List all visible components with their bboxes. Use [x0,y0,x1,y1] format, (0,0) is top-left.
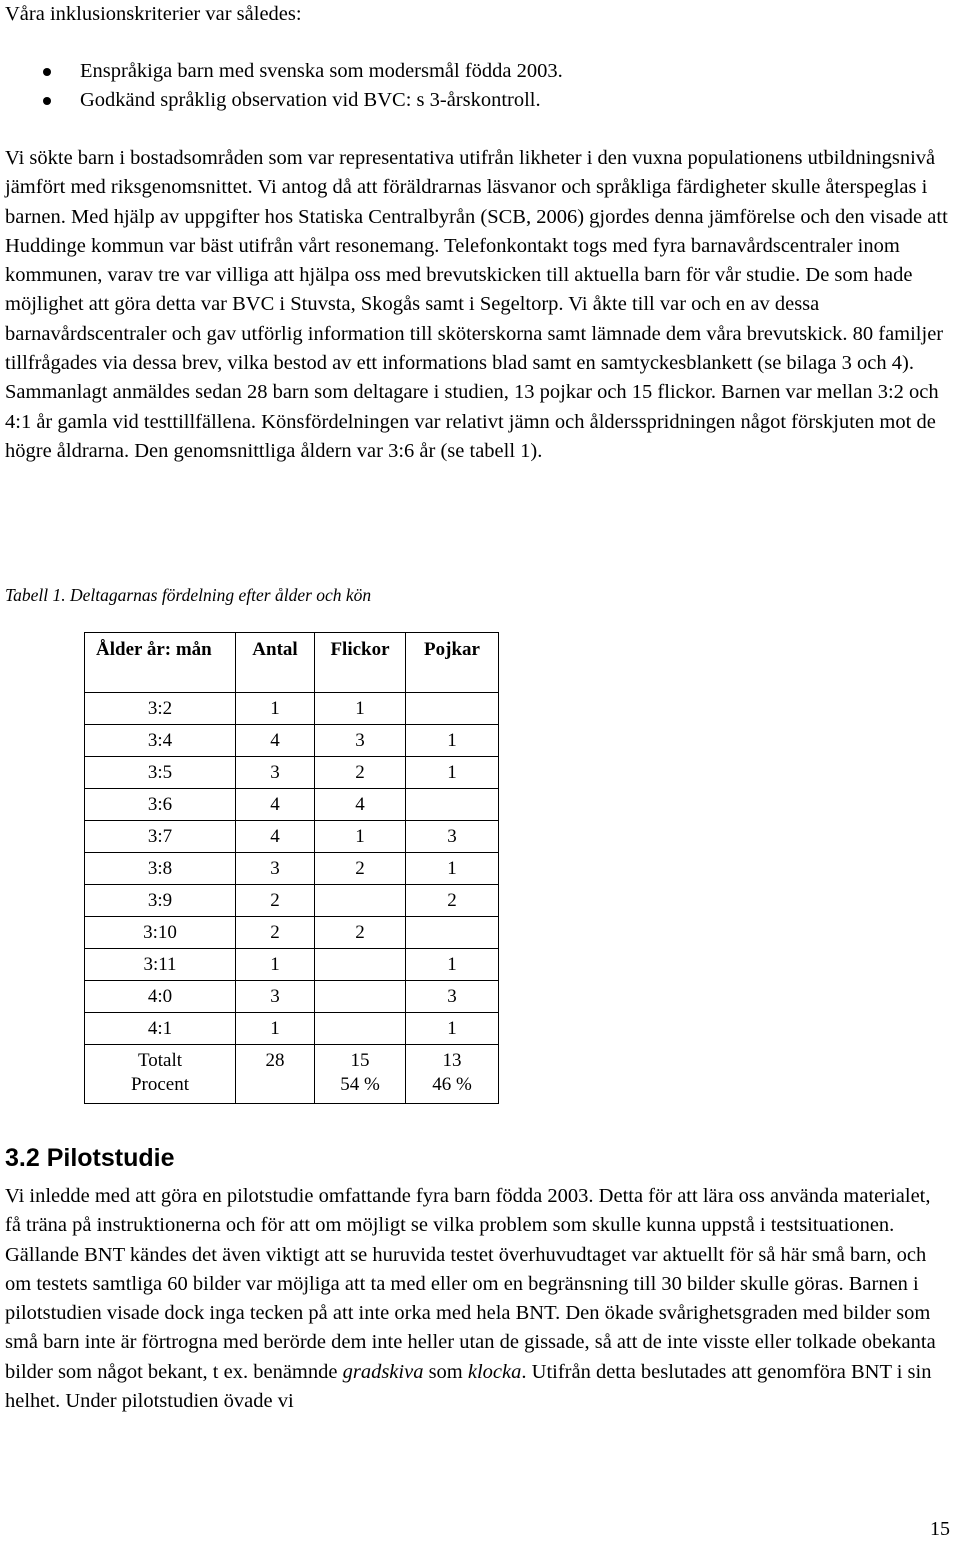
table-total-row [85,1045,499,1104]
percent-girls: 54 % [340,1074,380,1095]
table-caption: Tabell 1. Deltagarnas fördelning efter ålder och kön [5,585,372,605]
page-number: 15 [930,1518,950,1540]
table-row: 3:8 3 2 1 [85,853,499,885]
total-label: Totalt [137,1050,183,1071]
intro-text: Våra inklusionskriterier var således: [5,3,302,25]
table-row: 3:11 1 1 [85,949,499,981]
table-header-row [85,633,499,693]
header-girls: Flickor [315,633,406,693]
table-row: 3:9 2 2 [85,885,499,917]
section-heading: 3.2 Pilotstudie [5,1144,175,1172]
participants-table [84,632,499,1104]
header-boys: Pojkar [406,633,499,693]
header-age: Ålder år: mån [85,633,236,693]
list-item: Godkänd språklig observation vid BVC: s 3-årskontroll. [5,86,563,115]
table-row: 4:1 1 1 [85,1013,499,1045]
body-paragraph-2: Vi inledde med att göra en pilotstudie omfattande fyra barn födda 2003. Detta för att lära oss använda materialet, få träna på instruktionerna och för att om möjligt se vilka problem som skulle kunna uppstå i testsituationen. Gällande BNT kändes det även viktigt att se huruvida testet överhuvudtaget var aktuellt för så här små barn, och om testets samtliga 60 bilder var möjliga att ta med eller om en begränsning till 30 bilder skulle göras. Barnen i pilotstudien visade dock inga tecken på att inte orka med hela BNT. Den ökade svårighetsgraden med bilder som små barn inte är förtrogna med berörde dem inte heller utan de gissade, så att de inte visste eller tolkade obekanta bilder som något bekant, t ex. benämnde gradskiva som klocka. Utifrån detta beslutades att genomföra BNT i sin helhet. Under pilotstudien övade vi [5,1185,936,1413]
table-row: 3:2 1 1 [85,693,499,725]
total-girls: 15 [350,1050,370,1071]
body-paragraph-1: Vi sökte barn i bostadsområden som var representativa utifrån likheter i den vuxna populationens utbildningsnivå jämfört med riksgenomsnittet. Vi antog då att föräldrarnas läsvanor och språkliga färdigheter skulle återspeglas i barnen. Med hjälp av uppgifter hos Statiska Centralbyrån (SCB, 2006) gjordes denna jämförelse och den visade att Huddinge kommun var bäst utifrån vårt resonemang. Telefonkontakt togs med fyra barnavårdscentraler inom kommunen, varav tre var villiga att hjälpa oss med brevutskicken till aktuella barn för vår studie. De som hade möjlighet att göra detta var BVC i Stuvsta, Skogås samt i Segeltorp. Vi åkte till var och en av dessa barnavårdscentraler och gav utförlig information till sköterskorna samt lämnade dem våra brevutskick. 80 familjer tillfrågades via dessa brev, vilka bestod av ett informations blad samt en samtyckesblankett (se bilaga 3 och 4). Sammanlagt anmäldes sedan 28 barn som deltagare i studien, 13 pojkar och 15 flickor. Barnen var mellan 3:2 och 4:1 år gamla vid testtillfällena. Könsfördelningen var relativt jämn och åldersspridningen något förskjuten mot de högre åldrarna. Den genomsnittliga åldern var 3:6 år (se tabell 1). [5,147,948,462]
table-row: 3:6 4 4 [85,789,499,821]
table-row: 3:7 4 1 3 [85,821,499,853]
table-row: 3:5 3 2 1 [85,757,499,789]
table-row: 4:0 3 3 [85,981,499,1013]
table-row: 3:10 2 2 [85,917,499,949]
criteria-list [5,57,563,116]
bullet-icon [43,97,51,105]
document-page [5,0,950,1543]
table-row: 3:4 4 3 1 [85,725,499,757]
percent-boys: 46 % [432,1074,472,1095]
total-count: 28 [265,1050,285,1071]
bullet-icon [43,68,51,76]
total-boys: 13 [442,1050,462,1071]
percent-label: Procent [130,1074,190,1095]
list-item: Enspråkiga barn med svenska som modersmål födda 2003. [5,57,563,86]
header-count: Antal [236,633,315,693]
